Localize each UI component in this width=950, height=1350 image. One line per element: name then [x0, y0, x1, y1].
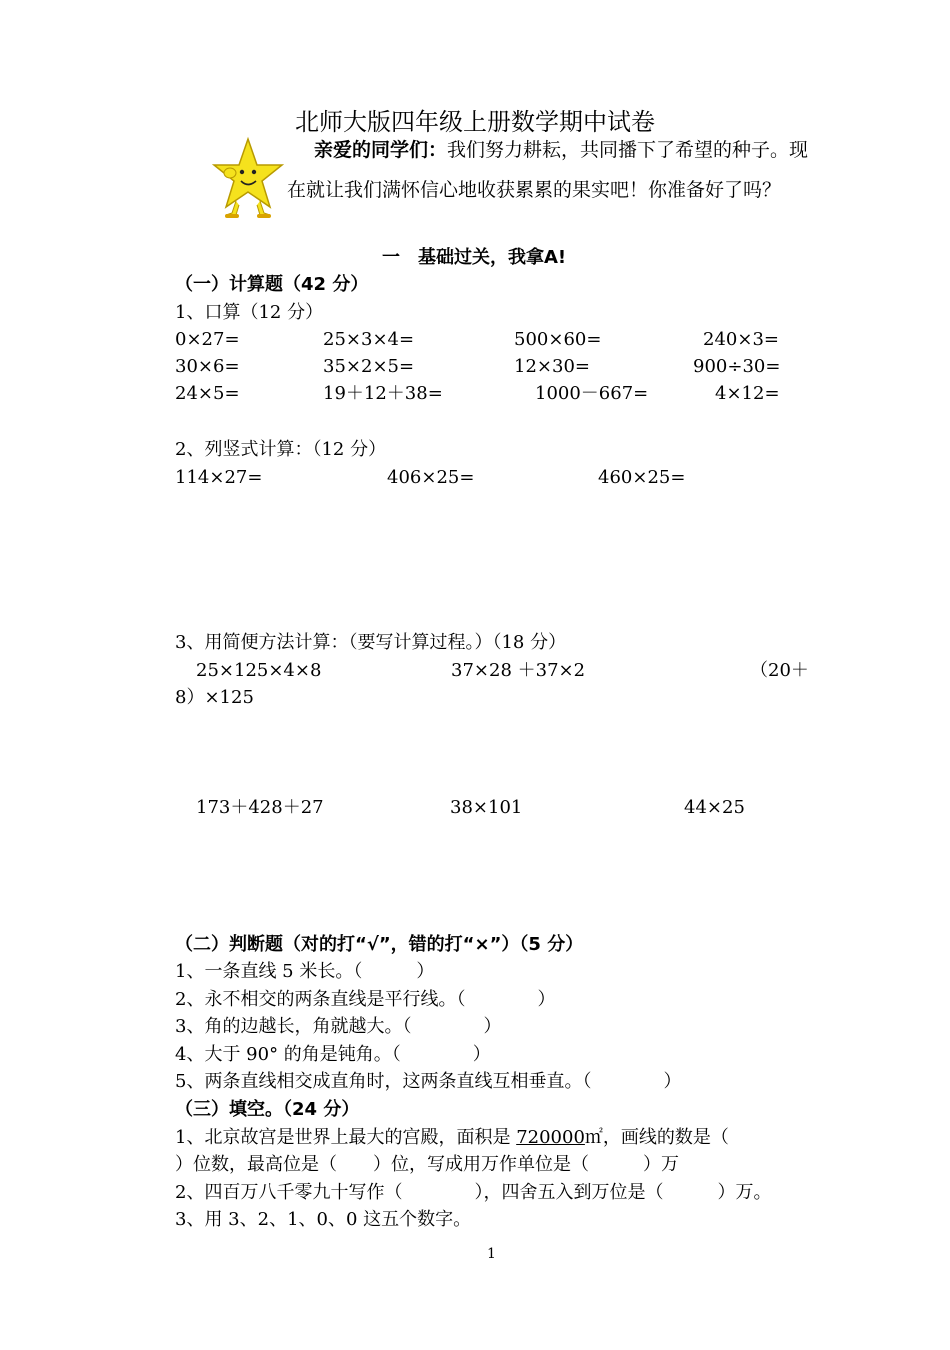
page-number: 1	[487, 1246, 496, 1262]
oral-item: 0×27=	[175, 329, 240, 350]
simple-item: 44×25	[684, 797, 745, 818]
simple-item: （20＋	[750, 660, 809, 681]
simple-item: 173＋428＋27	[196, 797, 324, 818]
judge-item: 3、角的边越长，角就越大。（ ）	[175, 1016, 502, 1037]
page-title: 北师大版四年级上册数学期中试卷	[295, 108, 655, 136]
calc-section-heading: （一）计算题（42 分）	[175, 274, 369, 295]
simple-item: 38×101	[450, 797, 523, 818]
oral-item: 500×60=	[514, 329, 602, 350]
judge-item: 5、两条直线相交成直角时，这两条直线互相垂直。（ ）	[175, 1071, 682, 1092]
vertical-item: 406×25=	[387, 467, 475, 488]
part1-heading: 一 基础过关，我拿A!	[382, 247, 567, 268]
judge-item: 1、一条直线 5 米长。（ ）	[175, 961, 435, 982]
vertical-item: 114×27=	[175, 467, 263, 488]
fill-q1-post: ㎡，画线的数是（	[584, 1127, 729, 1148]
oral-item: 1000－667=	[535, 383, 649, 404]
fill-heading: （三）填空。（24 分）	[175, 1099, 360, 1120]
fill-q1-line2: ）位数，最高位是（ ）位，写成用万作单位是（ ）万	[175, 1154, 679, 1175]
underlined-number: 720000	[516, 1127, 585, 1148]
fill-q3: 3、用 3、2、1、0、0 这五个数字。	[175, 1209, 472, 1230]
simple-item-wrap: 8）×125	[175, 687, 254, 708]
oral-item: 25×3×4=	[323, 329, 415, 350]
star-mascot-image	[212, 135, 284, 221]
intro-line-2: 在就让我们满怀信心地收获累累的果实吧！你准备好了吗？	[287, 179, 782, 201]
intro-greeting: 亲爱的同学们：	[314, 139, 448, 161]
judge-heading: （二）判断题（对的打“√”，错的打“×”）（5 分）	[175, 934, 584, 955]
oral-item: 4×12=	[715, 383, 780, 404]
oral-item: 24×5=	[175, 383, 240, 404]
judge-item: 4、大于 90° 的角是钝角。（ ）	[175, 1044, 491, 1065]
judge-item: 2、永不相交的两条直线是平行线。（ ）	[175, 989, 556, 1010]
fill-q1-pre: 1、北京故宫是世界上最大的宫殿，面积是	[175, 1127, 517, 1148]
oral-item: 19＋12＋38=	[323, 383, 443, 404]
oral-item: 30×6=	[175, 356, 240, 377]
simple-item: 37×28 ＋37×2	[451, 660, 586, 681]
oral-item: 240×3=	[703, 329, 779, 350]
vertical-heading: 2、列竖式计算：（12 分）	[175, 439, 387, 460]
simple-heading: 3、用简便方法计算：（要写计算过程。）（18 分）	[175, 632, 567, 653]
simple-item: 25×125×4×8	[196, 660, 322, 681]
fill-q2: 2、四百万八千零九十写作（ ），四舍五入到万位是（ ）万。	[175, 1182, 772, 1203]
oral-item: 12×30=	[514, 356, 590, 377]
vertical-item: 460×25=	[598, 467, 686, 488]
oral-item: 35×2×5=	[323, 356, 415, 377]
intro-line-1	[314, 138, 808, 162]
oral-item: 900÷30=	[693, 356, 781, 377]
oral-heading: 1、口算（12 分）	[175, 302, 324, 323]
intro-line1-text: 我们努力耕耘，共同播下了希望的种子。现	[447, 139, 809, 161]
fill-q1-line1	[175, 1127, 729, 1149]
